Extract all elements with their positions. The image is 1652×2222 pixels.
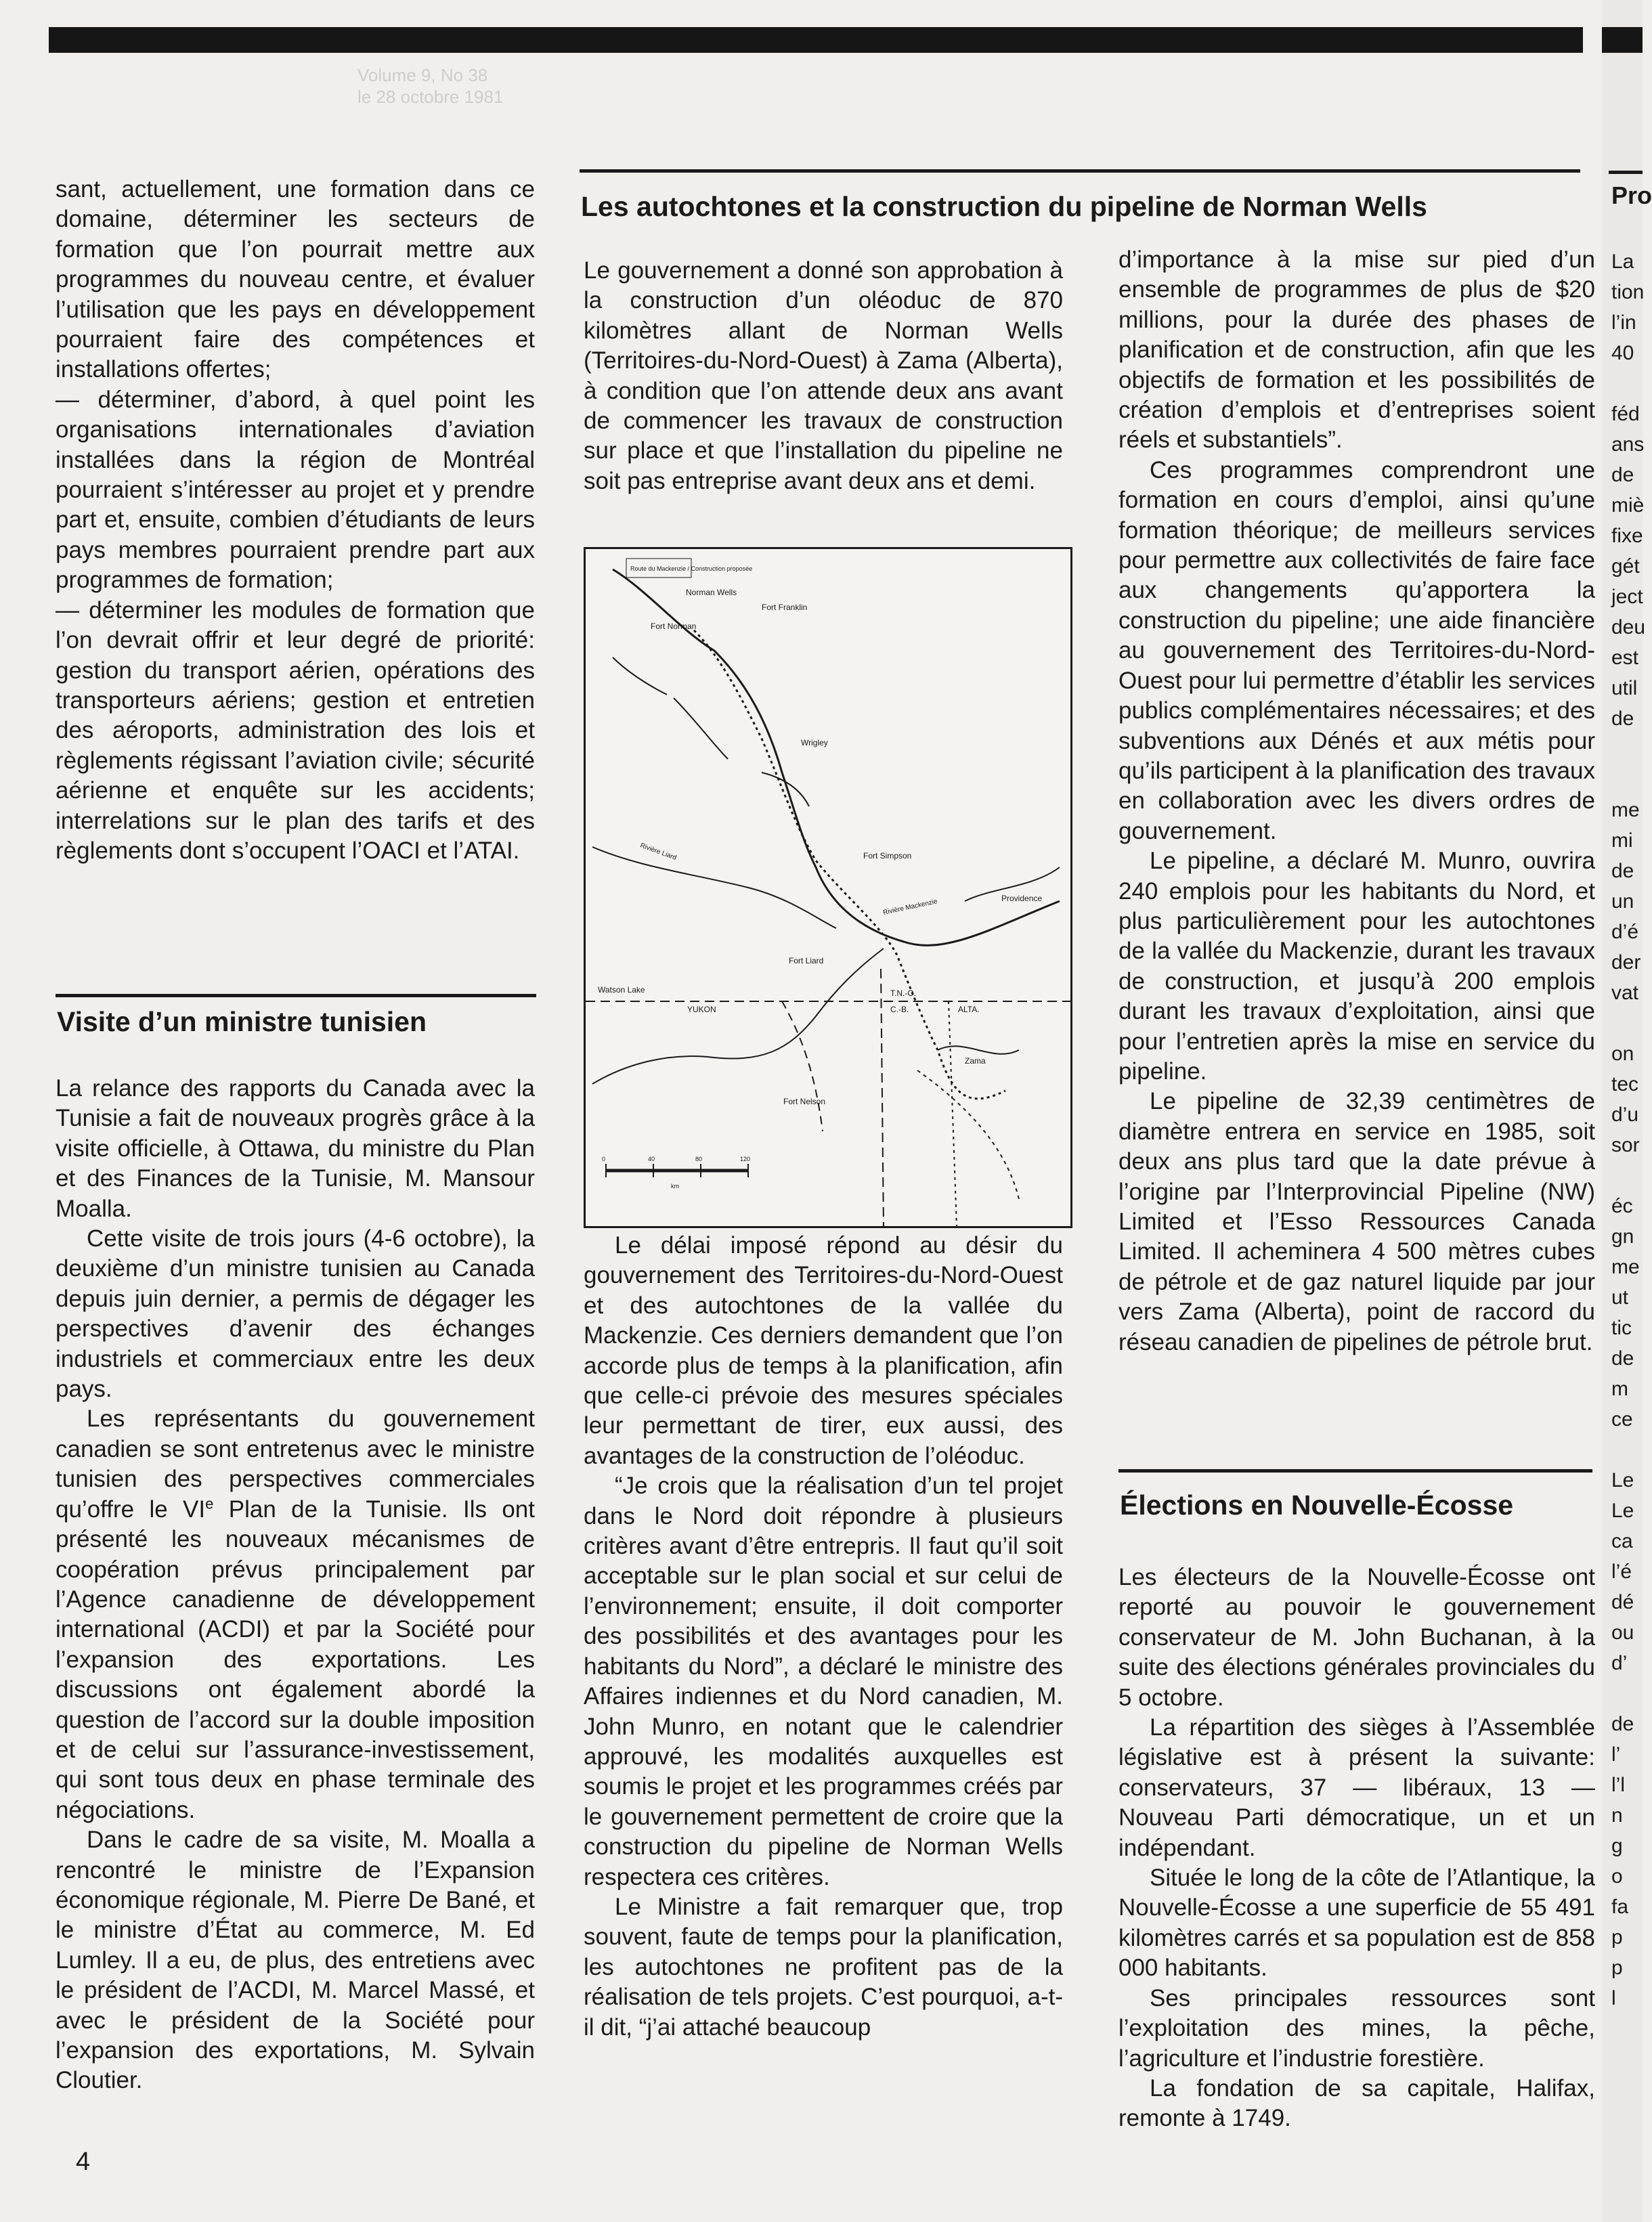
next-page-line: me — [1611, 799, 1640, 821]
text-run: Les représentants du gouvernement canadien se sont entretenus avec le ministre tunisien des perspectives commerciales qu’offre le VI — [56, 1406, 535, 1523]
next-page-line: 40 — [1611, 342, 1634, 364]
map-legend: Route du Mackenzie / Construction proposée — [630, 565, 753, 572]
map-label-watson-lake: Watson Lake — [598, 985, 645, 995]
paragraph: Dans le cadre de sa visite, M. Moalla a rencontré le ministre de l’Expansion économique régionale, M. Pierre De Bané, et le ministre d’État au commerce, M. Ed Lumley. Il a eu, de plus, des entretiens avec le président de l’ACDI, M. Marcel Massé, et avec le président de la Société pour l’expansion des exportations, M. Sylvain Cloutier. — [56, 1827, 535, 2094]
next-page-line: l’in — [1611, 311, 1636, 334]
next-page-line: d’é — [1611, 921, 1639, 943]
next-page-line: ce — [1611, 1408, 1633, 1431]
map-drawing — [586, 549, 1070, 1226]
next-page-line: ans — [1611, 433, 1645, 456]
paragraph: Le pipeline, a déclaré M. Munro, ouvrira 240 emplois pour les habitants du Nord, et plus particulièrement pour les autochtones de la vallée du Mackenzie, durant les travaux de construction, et jusqu’à 200 emplois durant les travaux d’exploitation, ainsi que pour l’entretien après la mise en service du pipeline. — [1118, 848, 1595, 1085]
paragraph: Le pipeline de 32,39 centimètres de diamètre entrera en service en 1985, soit deux ans plus tard que la date prévue à l’origine par l’Interprovincial Pipeline (NW) Limited et l’Esso Ressources Canada Limited. Il acheminera 4 500 mètres cubes de pétrole et de gaz naturel liquide par jour vers Zama (Alberta), point de raccord du réseau canadien de pipelines de pétrole brut. — [1118, 1088, 1595, 1355]
next-page-line: ca — [1611, 1530, 1633, 1552]
map-scale-label: 0 — [602, 1156, 606, 1162]
top-rule-bar — [49, 27, 1583, 53]
next-page-line: La — [1611, 250, 1634, 273]
next-page-line: tic — [1611, 1317, 1632, 1339]
page-number: 4 — [76, 2148, 91, 2176]
paragraph: La fondation de sa capitale, Halifax, remonte à 1749. — [1118, 2074, 1595, 2132]
next-page-line: miè — [1611, 494, 1645, 517]
next-page-line: l — [1611, 1987, 1616, 2009]
next-page-line: ject — [1611, 586, 1643, 608]
next-page-line: est — [1611, 647, 1639, 669]
next-page-line: ou — [1611, 1621, 1634, 1644]
paragraph: Cette visite de trois jours (4-6 octobre), la deuxième d’un ministre tunisien au Canada depuis juin dernier, a permis de dégager les perspectives d’avenir des échanges industriels et commerciaux entre les deux pays. — [56, 1225, 535, 1403]
paragraph: — déterminer les modules de formation que l’on devrait offrir et leur degré de priorité: gestion du transport aérien, opérations des transporteurs aériens; gestion et entretien des aéroports, administration des lois et règlements régissant l’aviation civile; sécurité aérienne et enquête sur les accidents; interrelations sur le plan des tarifs et des règlements dont s’occupent l’OACI et l’ATAI. — [56, 596, 535, 864]
paragraph: Ses principales ressources sont l’exploitation des mines, la pêche, l’agriculture et l’industrie forestière. — [1118, 1984, 1595, 2072]
next-page-line: de — [1611, 1347, 1634, 1370]
section-rule — [56, 994, 536, 997]
pipeline-heading: Les autochtones et la construction du pipeline de Norman Wells — [581, 191, 1427, 222]
map-label-cb: C.-B. — [890, 1005, 909, 1014]
faint-volume: Volume 9, No 38 — [357, 65, 488, 85]
paragraph: Le Ministre a fait remarquer que, trop souvent, faute de temps pour la planification, les autochtones ne profitent pas de la réalisation de tels projets. C’est pourquoi, a-t-il dit, “j’ai attaché beaucoup — [584, 1893, 1063, 2041]
tunisia-heading: Visite d’un ministre tunisien — [57, 1006, 427, 1037]
next-page-line: gn — [1611, 1225, 1634, 1248]
map-label-tno: T.N.-O. — [890, 988, 916, 998]
map-label-alta: ALTA. — [958, 1005, 980, 1014]
election-article — [1118, 1563, 1595, 2134]
next-page-line: p — [1611, 1926, 1623, 1948]
next-page-line: fa — [1611, 1896, 1629, 1918]
next-page-line: on — [1611, 1043, 1634, 1065]
paragraph: d’importance à la mise sur pied d’un ensemble de programmes de plus de $20 millions, pour la durée des phases de planification et de construction, afin que les objectifs de formation et les possibilités de création d’emplois et d’entreprises soient réels et substantiels”. — [1118, 246, 1595, 454]
paragraph: La répartition des sièges à l’Assemblée législative est à présent la suivante: conservateurs, 37 — libéraux, 13 — Nouveau Parti démocratique, un et un indépendant. — [1118, 1714, 1595, 1861]
next-page-line: Le — [1611, 1469, 1634, 1491]
section-rule — [1118, 1469, 1592, 1473]
next-page-line: de — [1611, 860, 1634, 882]
map-scale-label: 80 — [695, 1156, 703, 1162]
paragraph: Le délai imposé répond au désir du gouvernement des Territoires-du-Nord-Ouest et des autochtones de la vallée du Mackenzie. Ces derniers demandent que l’on accorde plus de temps à la planification, afin que celle-ci prévoie des mesures spéciales leur permettant de tirer, eux aussi, des avantages de la construction de l’oléoduc. — [584, 1232, 1063, 1469]
map-scale-unit: km — [671, 1183, 679, 1190]
paragraph — [56, 1404, 535, 1825]
superscript: e — [205, 1495, 214, 1512]
next-page-line: l’l — [1611, 1774, 1625, 1796]
map-label-fort-norman: Fort Norman — [651, 622, 697, 631]
paragraph: — déterminer, d’abord, à quel point les organisations internationales d’aviation installées dans la région de Montréal pourraient s’intéresser au projet et y prendre part et, ensuite, combien d’étudiants de leurs pays membres pourraient prendre part aux programmes de formation; — [56, 386, 535, 594]
paragraph: La relance des rapports du Canada avec la Tunisie a fait de nouveaux progrès grâce à la visite officielle, à Ottawa, du ministre du Plan et des Finances de la Tunisie, M. Mansour Moalla. — [56, 1075, 535, 1222]
next-page-line: g — [1611, 1835, 1623, 1857]
map-scale-label: 120 — [740, 1156, 751, 1162]
pipeline-article-cont — [584, 1231, 1063, 2043]
next-page-line: de — [1611, 464, 1634, 486]
next-page-line: d’ — [1611, 1652, 1628, 1674]
next-page-line: l’é — [1611, 1561, 1632, 1583]
next-page-line: éc — [1611, 1195, 1633, 1217]
map-label-norman-wells: Norman Wells — [686, 588, 737, 597]
next-page-rule — [1609, 171, 1643, 174]
tunisia-article — [56, 1074, 535, 2096]
next-page-line: de — [1611, 1713, 1634, 1735]
next-page-line: d’u — [1611, 1104, 1639, 1126]
next-page-heading: Pro — [1611, 181, 1652, 209]
next-page-line: féd — [1611, 403, 1640, 425]
map-label-mackenzie-river: Rivière Mackenzie — [882, 898, 938, 917]
next-page-line: o — [1611, 1865, 1623, 1888]
next-page-line: n — [1611, 1804, 1623, 1827]
map-label-yukon: YUKON — [687, 1005, 716, 1014]
section-rule — [580, 169, 1580, 173]
election-heading: Élections en Nouvelle-Écosse — [1120, 1489, 1514, 1521]
map-label-zama: Zama — [965, 1056, 986, 1066]
paragraph: Les électeurs de la Nouvelle-Écosse ont reporté au pouvoir le gouvernement conservateur de M. John Buchanan, à la suite des élections générales provinciales du 5 octobre. — [1118, 1564, 1595, 1711]
next-page-line: un — [1611, 890, 1634, 913]
next-page-line: mi — [1611, 829, 1633, 852]
next-page-line: sor — [1611, 1134, 1640, 1156]
text-run: Plan de la Tunisie. Ils ont présenté les nouveaux mécanismes de coopération prévus principalement par l’Agence canadienne de développement international (ACDI) et par la Société pour l’expansion des exportations. Les discussions ont également abordé la question de l’accord sur la double imposition et de celui sur l’assurance-investissement, qui sont tous deux en phase terminale des négociations. — [56, 1496, 535, 1823]
continued-article — [56, 175, 535, 866]
next-page-line: l’ — [1611, 1743, 1621, 1766]
paragraph: “Je crois que la réalisation d’un tel projet dans le Nord doit répondre à plusieurs critères avant d’être entrepris. Il faut qu’il soit acceptable sur le plan social et sur celui de l’environnement; ensuite, il doit comporter des possibilités et des avantages pour les habitants du Nord”, a déclaré le ministre des Affaires indiennes et du Nord canadien, M. John Munro, en notant que le calendrier approuvé, les modalités auxquelles est soumis le projet et les programmes créés par le gouvernement permettent de croire que la construction du pipeline de Norman Wells respectera ces critères. — [584, 1473, 1063, 1890]
map-label-liard-river: Rivière Liard — [638, 842, 678, 863]
next-page-line: dé — [1611, 1591, 1634, 1613]
map-label-fort-simpson: Fort Simpson — [863, 851, 912, 861]
pipeline-intro — [584, 256, 1063, 496]
next-page-line: me — [1611, 1256, 1640, 1278]
map-scale-label: 40 — [648, 1156, 655, 1162]
paragraph: Le gouvernement a donné son approbation à la construction d’un oléoduc de 870 kilomètres allant de Norman Wells (Territoires-du-Nord-Ouest) à Zama (Alberta), à condition que l’on attende deux ans avant de commencer les travaux de construction sur place et que l’installation du pipeline ne soit pas entreprise avant deux ans et demi. — [584, 257, 1063, 494]
map-label-wrigley: Wrigley — [801, 738, 828, 747]
map-label-fort-franklin: Fort Franklin — [762, 603, 808, 612]
paragraph: sant, actuellement, une formation dans ce domaine, déterminer les secteurs de formation que l’on pourrait mettre aux programmes du nouveau centre, et évaluer l’utilisation que les pays en développement pourraient faire des compétences et installations offertes; — [56, 176, 535, 383]
next-page-line: util — [1611, 677, 1638, 699]
pipeline-map — [584, 547, 1072, 1228]
map-label-providence: Providence — [1001, 894, 1043, 903]
next-page-top-bar — [1602, 27, 1643, 53]
next-page-line: ut — [1611, 1286, 1629, 1309]
map-label-fort-nelson: Fort Nelson — [783, 1097, 826, 1106]
map-label-fort-liard: Fort Liard — [789, 956, 824, 965]
next-page-line: der — [1611, 951, 1641, 974]
next-page-line: gét — [1611, 555, 1640, 578]
next-page-line: tion — [1611, 281, 1645, 303]
paragraph: Située le long de la côte de l’Atlantique, la Nouvelle-Écosse a une superficie de 55 491 kilomètres carrés et sa population est de 858 000 habitants. — [1118, 1865, 1595, 1982]
next-page-line: fixe — [1611, 525, 1643, 547]
next-page-line: m — [1611, 1378, 1628, 1400]
next-page-line: vat — [1611, 982, 1639, 1004]
next-page-line: tec — [1611, 1073, 1639, 1095]
next-page-line: deu — [1611, 616, 1646, 638]
paragraph: Ces programmes comprendront une formation en cours d’emploi, ainsi qu’une formation théorique; de meilleurs services pour permettre aux collectivités de faire face aux changements qu’apportera la construction du pipeline; une aide financière au gouvernement des Territoires-du-Nord-Ouest pour lui permettre d’établir les services publics complémentaires nécessaires; et des subventions aux Dénés et aux métis pour qu’ils participent à la planification des travaux en collaboration avec les divers ordres de gouvernement. — [1118, 456, 1595, 844]
faint-date: le 28 octobre 1981 — [357, 87, 504, 107]
next-page-line: p — [1611, 1957, 1623, 1979]
pipeline-article-col3 — [1118, 245, 1595, 1357]
next-page-line: de — [1611, 707, 1634, 730]
next-page-line: Le — [1611, 1500, 1634, 1522]
